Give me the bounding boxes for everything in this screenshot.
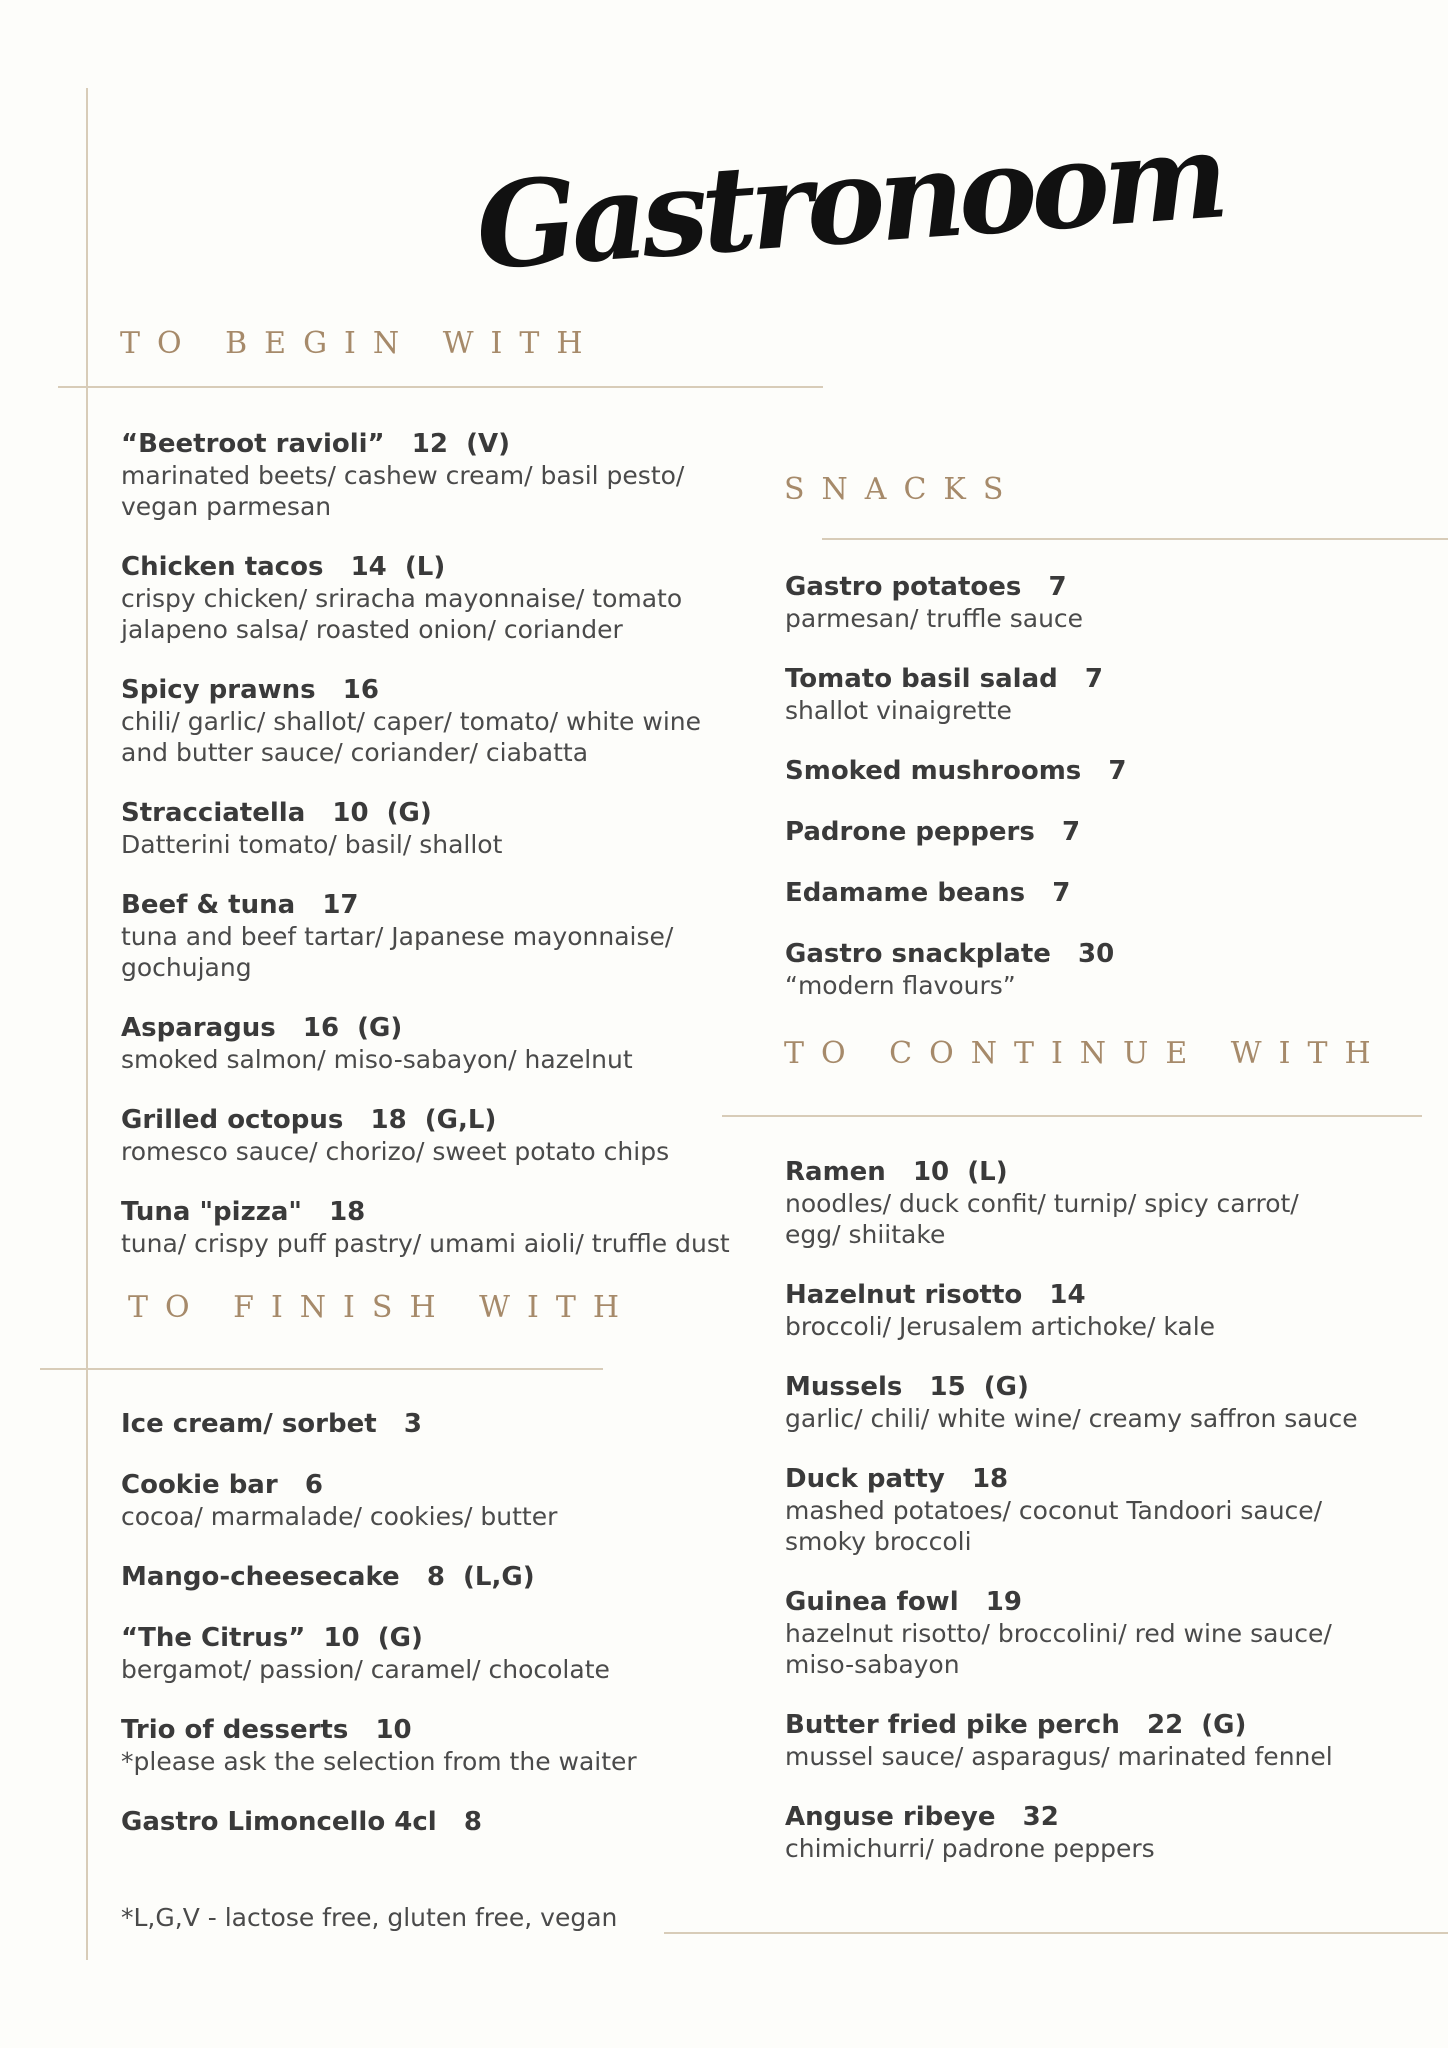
item-description: mashed potatoes/ coconut Tandoori sauce/ smoky broccoli — [785, 1496, 1323, 1556]
menu-item — [121, 551, 741, 645]
finish-divider — [40, 1368, 603, 1370]
item-name: Grilled octopus 18 (G,L) — [121, 1105, 497, 1135]
menu-item — [121, 428, 741, 522]
bottom-divider — [664, 1932, 1448, 1934]
begin-items — [121, 428, 741, 1259]
item-name: Spicy prawns 16 — [121, 675, 379, 705]
item-description: garlic/ chili/ white wine/ creamy saffron sauce — [785, 1404, 1358, 1433]
continue-items — [785, 1156, 1395, 1864]
item-description: Datterini tomato/ basil/ shallot — [121, 830, 503, 859]
item-name: Asparagus 16 (G) — [121, 1013, 403, 1043]
menu-item — [121, 674, 741, 768]
item-name: “Beetroot ravioli” 12 (V) — [121, 429, 510, 459]
menu-item — [785, 1709, 1395, 1772]
menu-item — [121, 797, 741, 860]
item-name: Anguse ribeye 32 — [785, 1802, 1059, 1832]
menu-item — [785, 1156, 1395, 1250]
item-description: hazelnut risotto/ broccolini/ red wine sauce/ miso-sabayon — [785, 1619, 1332, 1679]
begin-divider — [58, 386, 823, 388]
finish-items — [121, 1408, 721, 1838]
item-description: shallot vinaigrette — [785, 696, 1012, 725]
left-vertical-rule — [86, 88, 88, 1960]
item-name: Mango-cheesecake 8 (L,G) — [121, 1562, 535, 1592]
menu-item — [121, 1469, 721, 1532]
item-description: noodles/ duck confit/ turnip/ spicy carrot/ egg/ shiitake — [785, 1189, 1299, 1249]
menu-item — [121, 1561, 721, 1593]
menu-item — [785, 1371, 1395, 1434]
menu-item — [785, 1801, 1395, 1864]
item-name: Gastro potatoes 7 — [785, 572, 1067, 602]
item-name: Gastro snackplate 30 — [785, 939, 1115, 969]
item-name: Tuna "pizza" 18 — [121, 1197, 366, 1227]
menu-item — [121, 1104, 741, 1167]
item-name: Guinea fowl 19 — [785, 1587, 1022, 1617]
item-description: bergamot/ passion/ caramel/ chocolate — [121, 1655, 610, 1684]
section-title-continue: TO CONTINUE WITH — [784, 1036, 1388, 1071]
item-name: Ice cream/ sorbet 3 — [121, 1409, 422, 1439]
item-name: Padrone peppers 7 — [785, 817, 1081, 847]
section-title-begin: TO BEGIN WITH — [120, 326, 600, 361]
item-name: Chicken tacos 14 (L) — [121, 552, 446, 582]
item-name: Tomato basil salad 7 — [785, 664, 1103, 694]
restaurant-logo: Gastronoom — [471, 105, 1227, 297]
section-title-snacks: SNACKS — [784, 472, 1021, 507]
item-name: Ramen 10 (L) — [785, 1157, 1008, 1187]
item-name: Cookie bar 6 — [121, 1470, 323, 1500]
menu-item — [121, 1714, 721, 1777]
menu-item — [121, 1408, 721, 1440]
item-name: Butter fried pike perch 22 (G) — [785, 1710, 1247, 1740]
menu-item — [785, 1279, 1395, 1342]
menu-item — [121, 1012, 741, 1075]
item-name: Beef & tuna 17 — [121, 890, 359, 920]
item-name: Gastro Limoncello 4cl 8 — [121, 1807, 482, 1837]
item-name: Edamame beans 7 — [785, 878, 1071, 908]
menu-item — [121, 889, 741, 983]
item-name: Smoked mushrooms 7 — [785, 756, 1127, 786]
menu-item — [785, 571, 1405, 634]
menu-item — [785, 1586, 1395, 1680]
item-description: broccoli/ Jerusalem artichoke/ kale — [785, 1312, 1216, 1341]
snacks-divider — [822, 538, 1448, 540]
menu-item — [121, 1622, 721, 1685]
item-description: chimichurri/ padrone peppers — [785, 1834, 1155, 1863]
item-description: marinated beets/ cashew cream/ basil pesto/ vegan parmesan — [121, 461, 685, 521]
item-description: cocoa/ marmalade/ cookies/ butter — [121, 1502, 558, 1531]
item-description: tuna and beef tartar/ Japanese mayonnaise/ gochujang — [121, 922, 674, 982]
section-title-finish: TO FINISH WITH — [128, 1290, 637, 1325]
item-name: Duck patty 18 — [785, 1464, 1009, 1494]
item-description: parmesan/ truffle sauce — [785, 604, 1084, 633]
item-name: “The Citrus” 10 (G) — [121, 1623, 423, 1653]
item-description: *please ask the selection from the waiter — [121, 1747, 637, 1776]
item-description: crispy chicken/ sriracha mayonnaise/ tomato jalapeno salsa/ roasted onion/ coriander — [121, 584, 683, 644]
item-description: “modern flavours” — [785, 971, 1016, 1000]
menu-item — [785, 877, 1405, 909]
item-name: Trio of desserts 10 — [121, 1715, 412, 1745]
item-description: smoked salmon/ miso-sabayon/ hazelnut — [121, 1045, 633, 1074]
menu-item — [785, 816, 1405, 848]
item-name: Hazelnut risotto 14 — [785, 1280, 1086, 1310]
continue-divider — [722, 1115, 1422, 1117]
dietary-footnote: *L,G,V - lactose free, gluten free, vegan — [121, 1903, 618, 1932]
menu-item — [121, 1196, 741, 1259]
item-description: mussel sauce/ asparagus/ marinated fennel — [785, 1742, 1333, 1771]
item-description: chili/ garlic/ shallot/ caper/ tomato/ white wine and butter sauce/ coriander/ ciabatta — [121, 707, 702, 767]
menu-item — [785, 755, 1405, 787]
item-name: Stracciatella 10 (G) — [121, 798, 432, 828]
item-description: romesco sauce/ chorizo/ sweet potato chips — [121, 1137, 670, 1166]
menu-item — [785, 938, 1405, 1001]
item-name: Mussels 15 (G) — [785, 1372, 1029, 1402]
menu-item — [785, 1463, 1395, 1557]
item-description: tuna/ crispy puff pastry/ umami aioli/ truffle dust — [121, 1229, 730, 1258]
snacks-items — [785, 571, 1405, 1001]
menu-item — [785, 663, 1405, 726]
menu-item — [121, 1806, 721, 1838]
